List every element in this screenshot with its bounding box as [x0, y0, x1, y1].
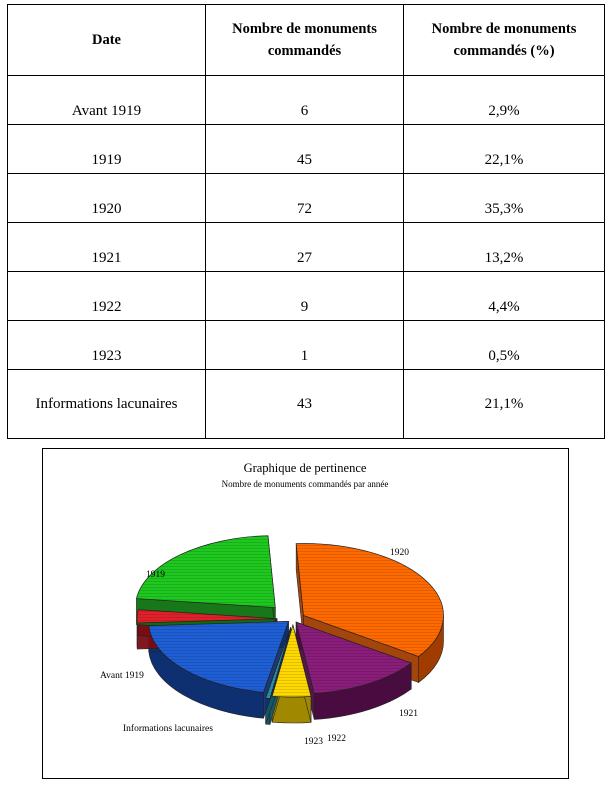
- pie-chart-frame: [42, 448, 569, 779]
- cell-date: 1919: [8, 125, 206, 174]
- header-date: Date: [8, 5, 206, 76]
- cell-pct: 21,1%: [404, 370, 605, 439]
- chart-title: Graphique de pertinence: [243, 461, 367, 475]
- cell-pct: 13,2%: [404, 223, 605, 272]
- pie-chart: [43, 449, 570, 780]
- cell-count: 6: [206, 76, 404, 125]
- table-row: [8, 370, 605, 439]
- cell-date: 1921: [8, 223, 206, 272]
- cell-pct: 2,9%: [404, 76, 605, 125]
- cell-date: 1922: [8, 272, 206, 321]
- pie-label-1920: 1920: [390, 548, 409, 558]
- monuments-table: [7, 4, 605, 439]
- table-row: [8, 174, 605, 223]
- cell-pct: 22,1%: [404, 125, 605, 174]
- pie-label-1923: 1923: [304, 737, 323, 747]
- cell-count: 9: [206, 272, 404, 321]
- pie-label-1919: 1919: [146, 570, 165, 580]
- cell-date: 1920: [8, 174, 206, 223]
- cell-pct: 0,5%: [404, 321, 605, 370]
- chart-subtitle: Nombre de monuments commandés par année: [221, 479, 389, 489]
- table-row: [8, 223, 605, 272]
- cell-pct: 4,4%: [404, 272, 605, 321]
- table-row: [8, 321, 605, 370]
- table-header-row: [8, 5, 605, 76]
- cell-count: 1: [206, 321, 404, 370]
- table-row: [8, 76, 605, 125]
- pie-label-avant-1919: Avant 1919: [100, 671, 144, 681]
- table-row: [8, 125, 605, 174]
- cell-date: Avant 1919: [8, 76, 206, 125]
- pie-label-1922: 1922: [327, 734, 346, 744]
- cell-date: Informations lacunaires: [8, 370, 206, 439]
- cell-date: 1923: [8, 321, 206, 370]
- cell-pct: 35,3%: [404, 174, 605, 223]
- table-row: [8, 272, 605, 321]
- pie-label-1921: 1921: [399, 709, 418, 719]
- pie-label-informations-lacunaires: Informations lacunaires: [123, 724, 213, 734]
- header-count: Nombre de monuments commandés: [206, 5, 404, 76]
- cell-count: 72: [206, 174, 404, 223]
- cell-count: 27: [206, 223, 404, 272]
- header-pct: Nombre de monuments commandés (%): [404, 5, 605, 76]
- cell-count: 43: [206, 370, 404, 439]
- cell-count: 45: [206, 125, 404, 174]
